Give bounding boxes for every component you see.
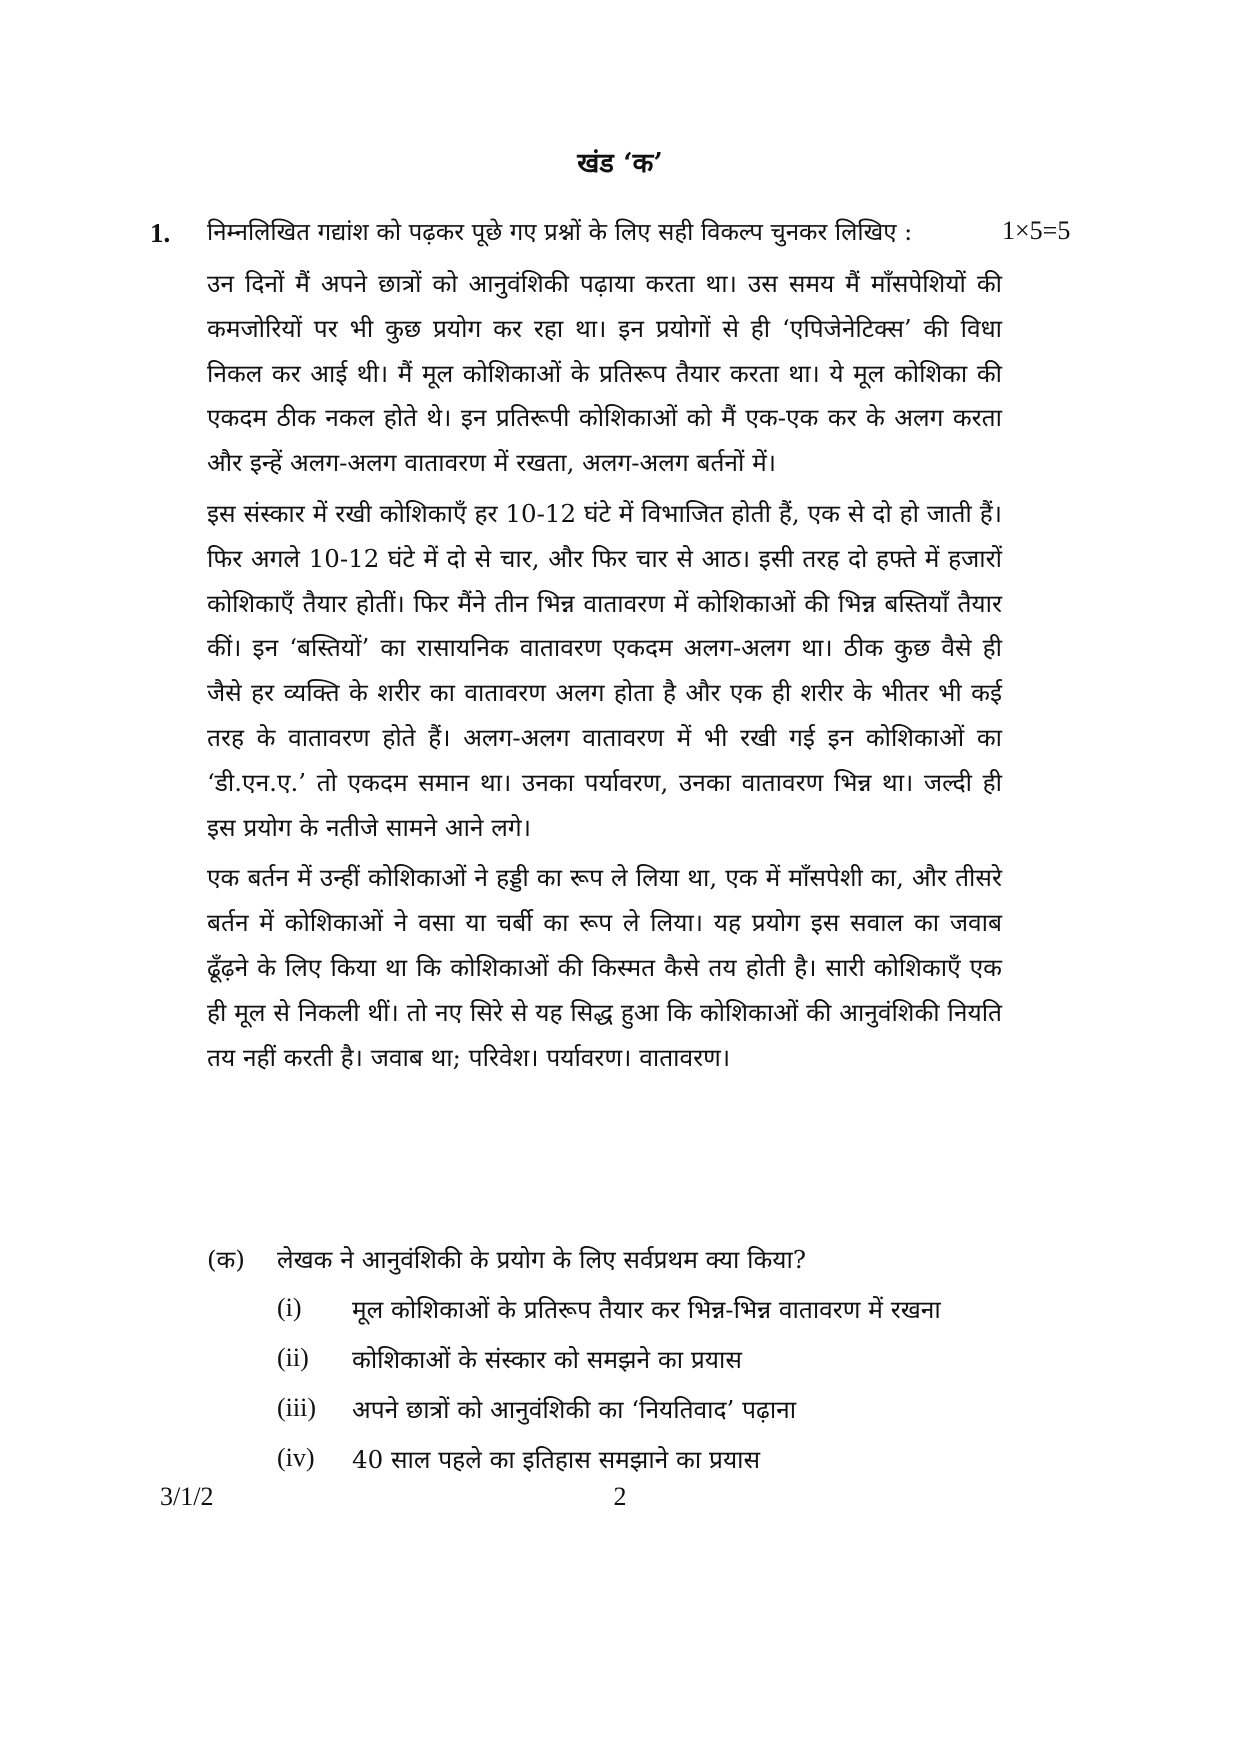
passage xyxy=(207,262,1002,1086)
subquestion-ka xyxy=(207,1243,1007,1493)
question-number: 1. xyxy=(150,218,171,248)
question-instruction: निम्नलिखित गद्यांश को पढ़कर पूछे गए प्रश्नों के लिए सही विकल्प चुनकर लिखिए : xyxy=(207,218,913,246)
option-text: मूल कोशिकाओं के प्रतिरूप तैयार कर भिन्न-भिन्न वातावरण में रखना xyxy=(352,1295,941,1324)
subquestion-label: (क) xyxy=(207,1245,245,1274)
option-item xyxy=(207,1343,1007,1393)
option-label: (i) xyxy=(277,1293,302,1322)
page-number: 2 xyxy=(613,1482,627,1511)
paper-code: 3/1/2 xyxy=(160,1482,214,1511)
option-text: 40 साल पहले का इतिहास समझाने का प्रयास xyxy=(352,1445,761,1474)
question-marks: 1×5=5 xyxy=(1002,216,1071,245)
subquestion-header xyxy=(207,1243,1007,1293)
option-item xyxy=(207,1393,1007,1443)
option-list xyxy=(207,1293,1007,1493)
option-label: (iii) xyxy=(277,1393,316,1422)
subquestion-text: लेखक ने आनुवंशिकी के प्रयोग के लिए सर्वप्रथम क्या किया? xyxy=(277,1245,806,1274)
section-heading: खंड ‘क’ xyxy=(577,148,663,179)
option-label: (ii) xyxy=(277,1343,309,1372)
option-text: अपने छात्रों को आनुवंशिकी का ‘नियतिवाद’ पढ़ाना xyxy=(352,1395,797,1424)
passage-paragraph: एक बर्तन में उन्हीं कोशिकाओं ने हड्डी का रूप ले लिया था, एक में माँसपेशी का, और तीसरे बर्तन में कोशिकाओं ने वसा या चर्बी का रूप ले लिया। यह प्रयोग इस सवाल का जवाब ढूँढ़ने के लिए किया था कि कोशिकाओं की किस्मत कैसे तय होती है। सारी कोशिकाएँ एक ही मूल से निकली थीं। तो नए सिरे से यह सिद्ध हुआ कि कोशिकाओं की आनुवंशिकी नियति तय नहीं करती है। जवाब था; परिवेश। पर्यावरण। वातावरण। xyxy=(207,863,1002,1072)
passage-paragraph: उन दिनों मैं अपने छात्रों को आनुवंशिकी पढ़ाया करता था। उस समय मैं माँसपेशियों की कमजोरियों पर भी कुछ प्रयोग कर रहा था। इन प्रयोगों से ही ‘एपिजेनेटिक्स’ की विधा निकल कर आई थी। मैं मूल कोशिकाओं के प्रतिरूप तैयार करता था। ये मूल कोशिका की एकदम ठीक नकल होते थे। इन प्रतिरूपी कोशिकाओं को मैं एक-एक कर के अलग करता और इन्हें अलग-अलग वातावरण में रखता, अलग-अलग बर्तनों में। xyxy=(207,269,1002,478)
option-item xyxy=(207,1293,1007,1343)
passage-paragraph: इस संस्कार में रखी कोशिकाएँ हर 10-12 घंटे में विभाजित होती हैं, एक से दो हो जाती हैं। फिर अगले 10-12 घंटे में दो से चार, और फिर चार से आठ। इसी तरह दो हफ्ते में हजारों कोशिकाएँ तैयार होतीं। फिर मैंने तीन भिन्न वातावरण में कोशिकाओं की भिन्न बस्तियाँ तैयार कीं। इन ‘बस्तियों’ का रासायनिक वातावरण एकदम अलग-अलग था। ठीक कुछ वैसे ही जैसे हर व्यक्ति के शरीर का वातावरण अलग होता है और एक ही शरीर के भीतर भी कई तरह के वातावरण होते हैं। अलग-अलग वातावरण में भी रखी गई इन कोशिकाओं का ‘डी.एन.ए.’ तो एकदम समान था। उनका पर्यावरण, उनका वातावरण भिन्न था। जल्दी ही इस प्रयोग के नतीजे सामने आने लगे। xyxy=(207,498,1002,842)
option-text: कोशिकाओं के संस्कार को समझने का प्रयास xyxy=(352,1345,742,1374)
option-label: (iv) xyxy=(277,1443,315,1472)
